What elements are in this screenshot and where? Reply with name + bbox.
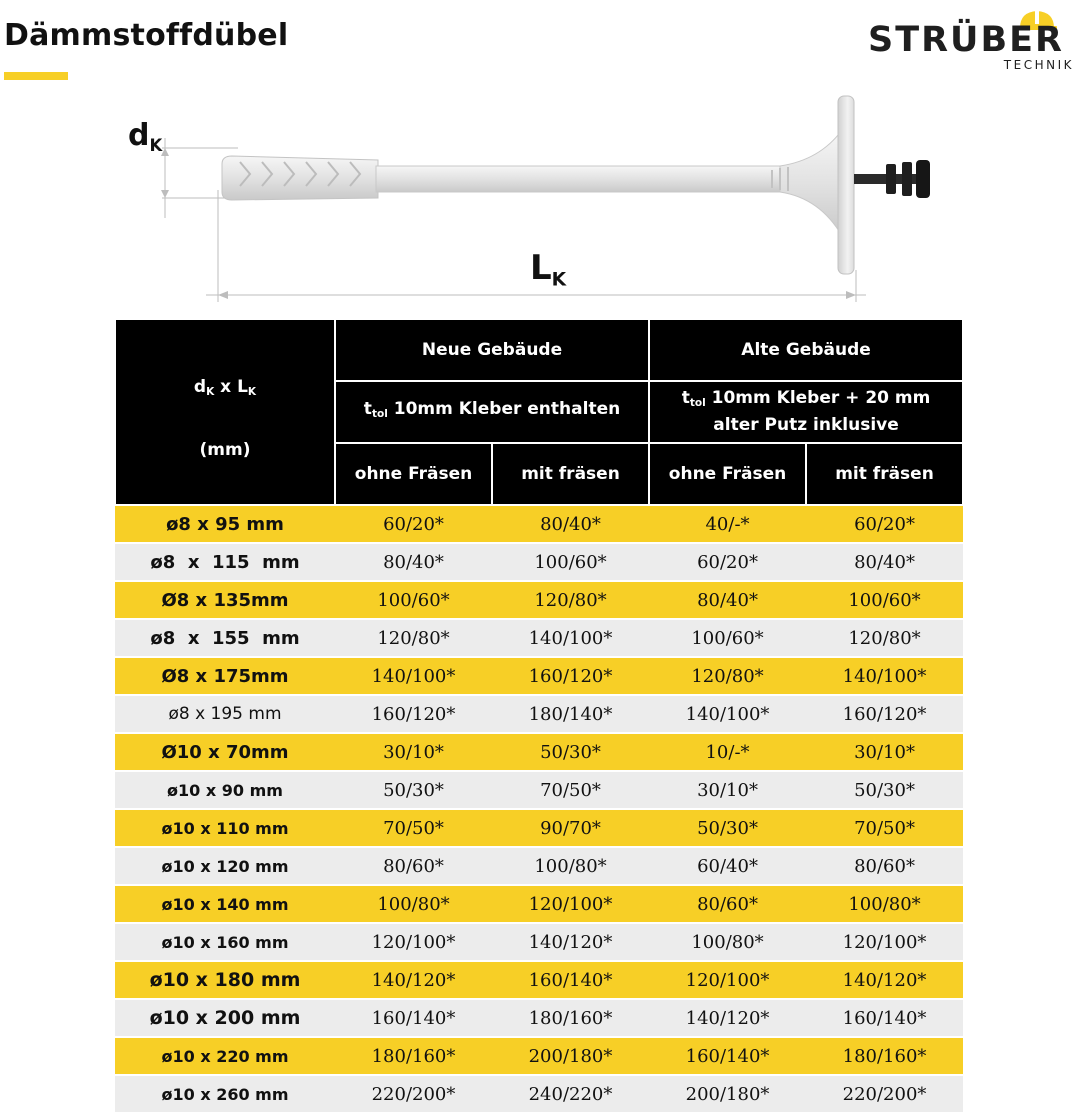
value-cell: 60/20* [335, 505, 492, 543]
table-row [115, 733, 963, 771]
size-cell: ø10 x 260 mm [115, 1075, 335, 1112]
value-cell: 100/60* [649, 619, 806, 657]
value-cell: 140/120* [492, 923, 649, 961]
size-cell: ø10 x 160 mm [115, 923, 335, 961]
value-cell: 140/120* [806, 961, 963, 999]
value-cell: 140/100* [492, 619, 649, 657]
value-cell: 140/100* [649, 695, 806, 733]
value-cell: 100/60* [492, 543, 649, 581]
value-cell: 220/200* [806, 1075, 963, 1112]
value-cell: 50/30* [335, 771, 492, 809]
value-cell: 80/60* [335, 847, 492, 885]
value-cell: 80/40* [335, 543, 492, 581]
table-row [115, 657, 963, 695]
value-cell: 50/30* [806, 771, 963, 809]
anchor-diagram [0, 90, 1080, 312]
size-cell: ø10 x 220 mm [115, 1037, 335, 1075]
value-cell: 240/220* [492, 1075, 649, 1112]
value-cell: 200/180* [492, 1037, 649, 1075]
value-cell: 60/20* [806, 505, 963, 543]
value-cell: 160/120* [492, 657, 649, 695]
value-cell: 160/140* [806, 999, 963, 1037]
table-row [115, 771, 963, 809]
value-cell: 140/100* [335, 657, 492, 695]
table-row [115, 809, 963, 847]
group-header-new: Neue Gebäude [335, 319, 649, 381]
size-cell: Ø8 x 175mm [115, 657, 335, 695]
col-old-ohne: ohne Fräsen [649, 443, 806, 505]
old-desc-header: $t_{tol}$ 10mm Kleber + 20 mm alter Putz inklusive [649, 381, 963, 443]
value-cell: 50/30* [492, 733, 649, 771]
title-underline [4, 72, 68, 80]
logo-name: STRÜBER [868, 20, 1064, 60]
table-row [115, 885, 963, 923]
table-row [115, 1075, 963, 1112]
size-cell: ø10 x 90 mm [115, 771, 335, 809]
value-cell: 160/140* [492, 961, 649, 999]
value-cell: 50/30* [649, 809, 806, 847]
value-cell: 100/60* [335, 581, 492, 619]
group-header-old: Alte Gebäude [649, 319, 963, 381]
new-desc-header: $t_{tol}$ 10mm Kleber enthalten [335, 381, 649, 443]
size-cell: ø10 x 200 mm [115, 999, 335, 1037]
table-row [115, 961, 963, 999]
value-cell: 30/10* [806, 733, 963, 771]
value-cell: 70/50* [335, 809, 492, 847]
size-cell: ø8 x 95 mm [115, 505, 335, 543]
size-cell: Ø8 x 135mm [115, 581, 335, 619]
value-cell: 140/120* [335, 961, 492, 999]
value-cell: 120/100* [492, 885, 649, 923]
size-cell: ø10 x 180 mm [115, 961, 335, 999]
size-cell: ø8 x 195 mm [115, 695, 335, 733]
size-cell: Ø10 x 70mm [115, 733, 335, 771]
table-row [115, 1037, 963, 1075]
value-cell: 180/140* [492, 695, 649, 733]
value-cell: 160/140* [335, 999, 492, 1037]
table-row [115, 619, 963, 657]
value-cell: 120/100* [335, 923, 492, 961]
value-cell: 120/80* [335, 619, 492, 657]
table-row [115, 923, 963, 961]
value-cell: 120/80* [649, 657, 806, 695]
value-cell: 100/60* [806, 581, 963, 619]
value-cell: 80/40* [649, 581, 806, 619]
table-row [115, 505, 963, 543]
spec-table [114, 318, 964, 1112]
size-cell: ø10 x 140 mm [115, 885, 335, 923]
value-cell: 180/160* [335, 1037, 492, 1075]
value-cell: 160/140* [649, 1037, 806, 1075]
value-cell: 160/120* [806, 695, 963, 733]
value-cell: 160/120* [335, 695, 492, 733]
brand-logo [866, 8, 1078, 74]
col-old-mit: mit fräsen [806, 443, 963, 505]
value-cell: 60/40* [649, 847, 806, 885]
value-cell: 100/80* [649, 923, 806, 961]
value-cell: 70/50* [806, 809, 963, 847]
value-cell: 140/120* [649, 999, 806, 1037]
table-row [115, 999, 963, 1037]
value-cell: 40/-* [649, 505, 806, 543]
value-cell: 100/80* [492, 847, 649, 885]
table-row [115, 543, 963, 581]
value-cell: 120/80* [492, 581, 649, 619]
table-row [115, 847, 963, 885]
size-cell: ø10 x 110 mm [115, 809, 335, 847]
value-cell: 80/40* [806, 543, 963, 581]
table-row [115, 581, 963, 619]
size-cell: ø10 x 120 mm [115, 847, 335, 885]
value-cell: 120/80* [806, 619, 963, 657]
value-cell: 180/160* [806, 1037, 963, 1075]
value-cell: 100/80* [335, 885, 492, 923]
size-cell: ø8 x 155 mm [115, 619, 335, 657]
col-new-mit: mit fräsen [492, 443, 649, 505]
size-column-header: $d_K$ x $L_K$ (mm) [115, 319, 335, 505]
value-cell: 100/80* [806, 885, 963, 923]
logo-subtitle: TECHNIK [1003, 58, 1074, 72]
dk-label: $d_K$ [128, 118, 163, 155]
size-cell: ø8 x 115 mm [115, 543, 335, 581]
value-cell: 60/20* [649, 543, 806, 581]
page-title: Dämmstoffdübel [4, 18, 289, 53]
value-cell: 80/60* [806, 847, 963, 885]
value-cell: 80/60* [649, 885, 806, 923]
value-cell: 220/200* [335, 1075, 492, 1112]
value-cell: 30/10* [335, 733, 492, 771]
value-cell: 30/10* [649, 771, 806, 809]
lk-label: $L_K$ [530, 248, 567, 291]
value-cell: 90/70* [492, 809, 649, 847]
value-cell: 10/-* [649, 733, 806, 771]
table-row [115, 695, 963, 733]
value-cell: 140/100* [806, 657, 963, 695]
value-cell: 200/180* [649, 1075, 806, 1112]
value-cell: 80/40* [492, 505, 649, 543]
value-cell: 120/100* [806, 923, 963, 961]
value-cell: 70/50* [492, 771, 649, 809]
col-new-ohne: ohne Fräsen [335, 443, 492, 505]
value-cell: 120/100* [649, 961, 806, 999]
value-cell: 180/160* [492, 999, 649, 1037]
